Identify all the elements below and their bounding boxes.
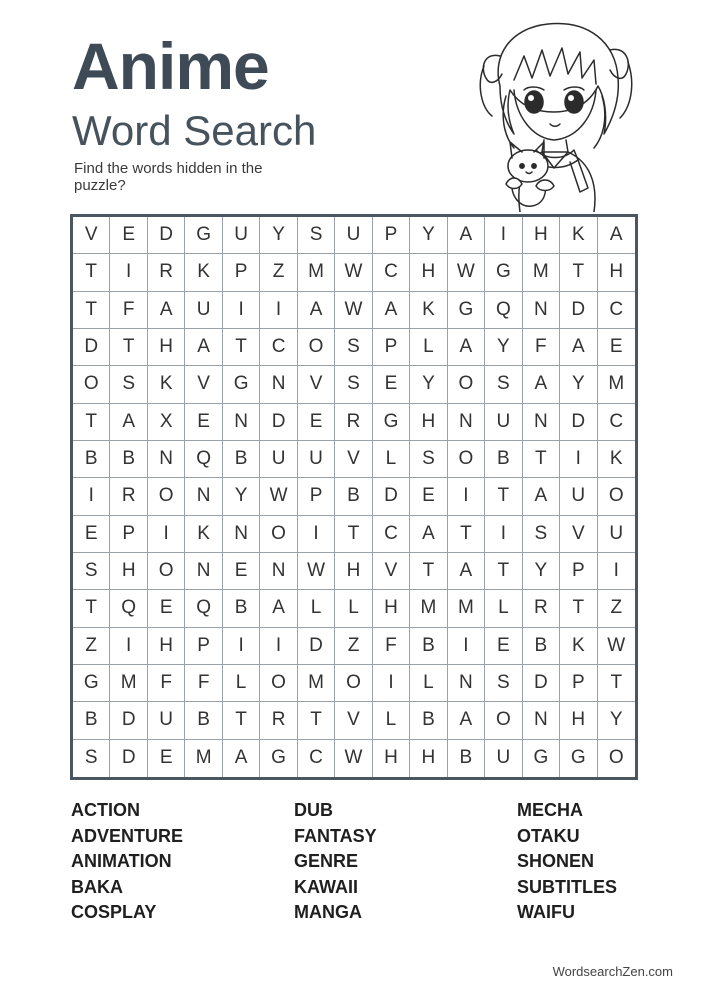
grid-cell: T bbox=[223, 329, 260, 366]
grid-cell: I bbox=[485, 516, 522, 553]
word-search-grid bbox=[70, 214, 638, 780]
grid-cell: N bbox=[523, 292, 560, 329]
grid-cell: S bbox=[335, 329, 372, 366]
grid-cell: K bbox=[410, 292, 447, 329]
grid-cell: H bbox=[335, 553, 372, 590]
grid-cell: O bbox=[448, 441, 485, 478]
grid-cell: Q bbox=[185, 590, 222, 627]
grid-cell: D bbox=[373, 478, 410, 515]
grid-cell: V bbox=[185, 366, 222, 403]
grid-cell: V bbox=[373, 553, 410, 590]
grid-cell: B bbox=[223, 590, 260, 627]
grid-cell: V bbox=[560, 516, 597, 553]
grid-cell: E bbox=[148, 740, 185, 777]
grid-cell: D bbox=[560, 404, 597, 441]
grid-cell: P bbox=[185, 628, 222, 665]
page-title: Anime bbox=[72, 29, 269, 103]
word-list-item: BAKA bbox=[71, 876, 123, 897]
grid-cell: A bbox=[298, 292, 335, 329]
word-list-column bbox=[71, 798, 294, 926]
grid-cell: N bbox=[523, 702, 560, 739]
grid-cell: T bbox=[73, 404, 110, 441]
grid-cell: A bbox=[448, 329, 485, 366]
grid-cell: T bbox=[335, 516, 372, 553]
grid-cell: I bbox=[260, 292, 297, 329]
grid-cell: O bbox=[485, 702, 522, 739]
word-list-column bbox=[294, 798, 517, 926]
grid-cell: G bbox=[185, 217, 222, 254]
grid-cell: A bbox=[185, 329, 222, 366]
grid-cell: V bbox=[335, 441, 372, 478]
grid-cell: U bbox=[335, 217, 372, 254]
grid-cell: S bbox=[73, 740, 110, 777]
grid-cell: A bbox=[223, 740, 260, 777]
grid-cell: H bbox=[110, 553, 147, 590]
grid-cell: I bbox=[148, 516, 185, 553]
grid-cell: T bbox=[448, 516, 485, 553]
grid-cell: W bbox=[598, 628, 635, 665]
grid-cell: S bbox=[410, 441, 447, 478]
word-list-item: KAWAII bbox=[294, 876, 359, 897]
grid-cell: O bbox=[73, 366, 110, 403]
grid-cell: Y bbox=[523, 553, 560, 590]
grid-cell: S bbox=[110, 366, 147, 403]
grid-cell: R bbox=[148, 254, 185, 291]
grid-cell: B bbox=[485, 441, 522, 478]
grid-cell: E bbox=[298, 404, 335, 441]
grid-cell: K bbox=[560, 628, 597, 665]
grid-cell: F bbox=[110, 292, 147, 329]
grid-cell: D bbox=[560, 292, 597, 329]
grid-cell: K bbox=[185, 254, 222, 291]
grid-cell: N bbox=[185, 553, 222, 590]
grid-cell: H bbox=[410, 404, 447, 441]
grid-cell: L bbox=[485, 590, 522, 627]
grid-cell: B bbox=[185, 702, 222, 739]
grid-cell: A bbox=[560, 329, 597, 366]
grid-cell: Y bbox=[260, 217, 297, 254]
grid-cell: O bbox=[608, 747, 624, 769]
grid-cell: E bbox=[223, 553, 260, 590]
grid-cell: G bbox=[73, 665, 110, 702]
grid-cell: O bbox=[298, 329, 335, 366]
footer-site-name: WordsearchZen.com bbox=[552, 964, 673, 979]
grid-cell: A bbox=[110, 404, 147, 441]
grid-cell: D bbox=[110, 740, 147, 777]
grid-cell: N bbox=[223, 516, 260, 553]
grid-cell: F bbox=[523, 329, 560, 366]
grid-cell: T bbox=[73, 590, 110, 627]
grid-cell: B bbox=[223, 441, 260, 478]
grid-cell: P bbox=[560, 665, 597, 702]
grid-cell: S bbox=[73, 553, 110, 590]
grid-cell: P bbox=[298, 478, 335, 515]
grid-cell: H bbox=[148, 628, 185, 665]
instructions: Find the words hidden in the puzzle? bbox=[74, 160, 263, 194]
grid-cell: M bbox=[410, 590, 447, 627]
grid-cell: S bbox=[298, 217, 335, 254]
grid-cell: V bbox=[335, 702, 372, 739]
grid-cell: P bbox=[560, 553, 597, 590]
word-list-item: MECHA bbox=[517, 800, 583, 820]
grid-cell: P bbox=[110, 516, 147, 553]
grid-cell: W bbox=[335, 254, 372, 291]
grid-cell: M bbox=[448, 590, 485, 627]
grid-cell: L bbox=[373, 441, 410, 478]
word-list-item: WAIFU bbox=[517, 902, 575, 923]
grid-cell: S bbox=[523, 516, 560, 553]
grid-cell: Y bbox=[410, 366, 447, 403]
grid-cell: I bbox=[298, 516, 335, 553]
grid-cell: M bbox=[110, 665, 147, 702]
grid-cell: T bbox=[485, 553, 522, 590]
grid-cell: B bbox=[523, 628, 560, 665]
word-list-item: OTAKU bbox=[517, 825, 580, 846]
grid-cell: E bbox=[148, 590, 185, 627]
grid-cell: E bbox=[185, 404, 222, 441]
grid-cell: E bbox=[485, 628, 522, 665]
grid-cell: Q bbox=[485, 292, 522, 329]
grid-cell: C bbox=[598, 404, 635, 441]
grid-cell: W bbox=[448, 254, 485, 291]
grid-cell: N bbox=[523, 404, 560, 441]
grid-cell: C bbox=[373, 516, 410, 553]
grid-cell: I bbox=[223, 292, 260, 329]
grid-cell: A bbox=[410, 516, 447, 553]
grid-cell: G bbox=[223, 366, 260, 403]
grid-cell: G bbox=[448, 292, 485, 329]
grid-cell: U bbox=[260, 441, 297, 478]
word-list-item: MANGA bbox=[294, 902, 362, 923]
grid-cell: W bbox=[298, 553, 335, 590]
grid-cell: B bbox=[448, 740, 485, 777]
grid-cell: G bbox=[485, 254, 522, 291]
grid-cell: I bbox=[260, 628, 297, 665]
grid-cell: S bbox=[485, 665, 522, 702]
grid-cell: Z bbox=[335, 628, 372, 665]
grid-cell: A bbox=[260, 590, 297, 627]
grid-cell: T bbox=[523, 441, 560, 478]
grid-cell: C bbox=[260, 329, 297, 366]
grid-cell: I bbox=[560, 441, 597, 478]
word-list-item: ACTION bbox=[71, 800, 140, 820]
grid-cell: Y bbox=[560, 366, 597, 403]
grid-cell: B bbox=[73, 441, 110, 478]
grid-cell: L bbox=[373, 702, 410, 739]
grid-cell: A bbox=[448, 553, 485, 590]
grid-cell: T bbox=[598, 665, 635, 702]
grid-cell: I bbox=[110, 628, 147, 665]
grid-cell: G bbox=[373, 404, 410, 441]
grid-cell: R bbox=[260, 702, 297, 739]
grid-cell: L bbox=[223, 665, 260, 702]
grid-cell: H bbox=[148, 329, 185, 366]
grid-cell: H bbox=[523, 217, 560, 254]
grid-cell: U bbox=[148, 702, 185, 739]
grid-cell: O bbox=[148, 478, 185, 515]
grid-cell: B bbox=[73, 702, 110, 739]
grid-cell: Z bbox=[598, 590, 635, 627]
grid-cell: H bbox=[410, 254, 447, 291]
word-list-item: DUB bbox=[294, 800, 333, 820]
grid-cell: E bbox=[73, 516, 110, 553]
grid-cell: I bbox=[373, 665, 410, 702]
grid-cell: N bbox=[223, 404, 260, 441]
grid-cell: W bbox=[260, 478, 297, 515]
grid-cell: V bbox=[73, 217, 110, 254]
grid-cell: M bbox=[185, 740, 222, 777]
grid-cell: F bbox=[185, 665, 222, 702]
grid-cell: T bbox=[73, 254, 110, 291]
grid-cell: E bbox=[373, 366, 410, 403]
grid-cell: S bbox=[485, 366, 522, 403]
grid-cell: G bbox=[260, 740, 297, 777]
grid-cell: I bbox=[73, 478, 110, 515]
word-list-item: ANIMATION bbox=[71, 851, 172, 872]
grid-cell: N bbox=[260, 553, 297, 590]
grid-cell: M bbox=[298, 665, 335, 702]
grid-cell: H bbox=[373, 590, 410, 627]
grid-cell: N bbox=[260, 366, 297, 403]
grid-cell: T bbox=[485, 478, 522, 515]
grid-cell: B bbox=[110, 441, 147, 478]
grid-cell: O bbox=[448, 366, 485, 403]
word-list-item: FANTASY bbox=[294, 825, 377, 846]
grid-cell: K bbox=[148, 366, 185, 403]
grid-cell: G bbox=[560, 740, 597, 777]
grid-cell: U bbox=[223, 217, 260, 254]
grid-cell: W bbox=[335, 292, 372, 329]
grid-cell: X bbox=[148, 404, 185, 441]
grid-cell: D bbox=[523, 665, 560, 702]
grid-cell: P bbox=[223, 254, 260, 291]
grid-cell: A bbox=[448, 702, 485, 739]
grid-cell: T bbox=[298, 702, 335, 739]
grid-cell: N bbox=[448, 665, 485, 702]
grid-cell: C bbox=[598, 292, 635, 329]
grid-cell: L bbox=[335, 590, 372, 627]
grid-cell: A bbox=[598, 217, 635, 254]
grid-cell: C bbox=[373, 254, 410, 291]
grid-cell: T bbox=[410, 553, 447, 590]
grid-cell: Y bbox=[223, 478, 260, 515]
grid-cell: T bbox=[223, 702, 260, 739]
grid-cell: T bbox=[110, 329, 147, 366]
grid-cell: A bbox=[373, 292, 410, 329]
grid-cell: W bbox=[335, 740, 372, 777]
grid-cell: L bbox=[410, 329, 447, 366]
grid-cell: D bbox=[260, 404, 297, 441]
grid-cell: H bbox=[373, 740, 410, 777]
word-list-item: COSPLAY bbox=[71, 902, 157, 923]
grid-cell: U bbox=[560, 478, 597, 515]
grid-cell: N bbox=[185, 478, 222, 515]
grid-cell: K bbox=[185, 516, 222, 553]
grid-cell: L bbox=[410, 665, 447, 702]
grid-cell: P bbox=[373, 329, 410, 366]
grid-cell: I bbox=[110, 254, 147, 291]
grid-cell: E bbox=[410, 478, 447, 515]
word-list-item: ADVENTURE bbox=[71, 825, 184, 846]
grid-cell: I bbox=[598, 553, 635, 590]
grid-cell: O bbox=[260, 516, 297, 553]
grid-cell: I bbox=[448, 478, 485, 515]
grid-cell: B bbox=[410, 702, 447, 739]
word-list-item: GENRE bbox=[294, 851, 359, 872]
grid-cell: A bbox=[448, 217, 485, 254]
grid-cell: R bbox=[335, 404, 372, 441]
page-subtitle: Word Search bbox=[72, 107, 317, 154]
grid-cell: A bbox=[523, 366, 560, 403]
word-list-item: SUBTITLES bbox=[517, 876, 618, 897]
grid-cell: T bbox=[73, 292, 110, 329]
grid-cell: U bbox=[485, 404, 522, 441]
grid-cell: Q bbox=[185, 441, 222, 478]
grid-cell: Y bbox=[485, 329, 522, 366]
grid-cell: Z bbox=[260, 254, 297, 291]
grid-cell: D bbox=[110, 702, 147, 739]
grid-cell: Y bbox=[598, 702, 635, 739]
grid-cell: S bbox=[335, 366, 372, 403]
grid-cell: N bbox=[448, 404, 485, 441]
word-list-item: SHONEN bbox=[517, 851, 595, 872]
grid-cell: C bbox=[298, 740, 335, 777]
grid-cell: G bbox=[523, 740, 560, 777]
grid-cell: V bbox=[298, 366, 335, 403]
grid-cell: L bbox=[298, 590, 335, 627]
grid-cell: I bbox=[485, 217, 522, 254]
grid-cell: D bbox=[73, 329, 110, 366]
word-list-column bbox=[517, 798, 651, 926]
grid-cell: Z bbox=[73, 628, 110, 665]
grid-cell: O bbox=[260, 665, 297, 702]
grid-cell: D bbox=[148, 217, 185, 254]
grid-cell: M bbox=[523, 254, 560, 291]
grid-cell: H bbox=[598, 254, 635, 291]
grid-cell: O bbox=[335, 665, 372, 702]
grid-cell: F bbox=[373, 628, 410, 665]
grid-cell: K bbox=[598, 441, 635, 478]
anime-girl-illustration bbox=[470, 16, 638, 212]
grid-cell: N bbox=[148, 441, 185, 478]
grid-cell: K bbox=[560, 217, 597, 254]
grid-cell: M bbox=[598, 366, 635, 403]
grid-cell: Y bbox=[410, 217, 447, 254]
grid-cell: A bbox=[523, 478, 560, 515]
grid-cell: O bbox=[148, 553, 185, 590]
grid-cell: F bbox=[148, 665, 185, 702]
grid-cell: U bbox=[185, 292, 222, 329]
grid-cell: B bbox=[410, 628, 447, 665]
grid-cell: B bbox=[335, 478, 372, 515]
grid-cell: A bbox=[148, 292, 185, 329]
grid-cell: R bbox=[110, 478, 147, 515]
grid-cell: E bbox=[110, 217, 147, 254]
grid-cell: O bbox=[598, 478, 635, 515]
word-list bbox=[71, 798, 651, 926]
grid-cell: Q bbox=[110, 590, 147, 627]
grid-cell: T bbox=[560, 254, 597, 291]
grid-cell: H bbox=[410, 740, 447, 777]
grid-cell: U bbox=[485, 740, 522, 777]
grid-cell: P bbox=[373, 217, 410, 254]
grid-cell: H bbox=[560, 702, 597, 739]
grid-cell: I bbox=[223, 628, 260, 665]
grid-cell: U bbox=[298, 441, 335, 478]
grid-cell: I bbox=[448, 628, 485, 665]
grid-cell: E bbox=[598, 329, 635, 366]
grid-cell: R bbox=[523, 590, 560, 627]
grid-cell: D bbox=[298, 628, 335, 665]
grid-cell: U bbox=[598, 516, 635, 553]
grid-cell: M bbox=[298, 254, 335, 291]
grid-cell: T bbox=[560, 590, 597, 627]
